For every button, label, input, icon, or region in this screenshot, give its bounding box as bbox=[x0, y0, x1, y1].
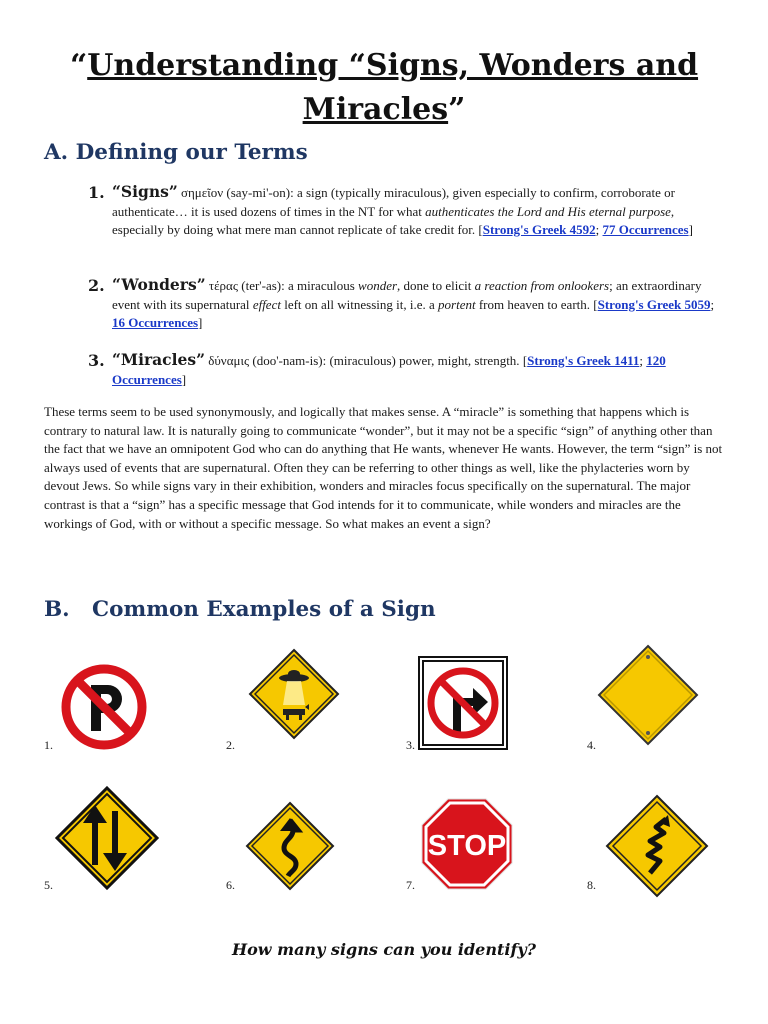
term-greek: δύναμις bbox=[208, 353, 250, 368]
strongs-greek-link[interactable]: Strong's Greek 4592 bbox=[482, 222, 596, 238]
term-number: 3. bbox=[88, 351, 105, 370]
occurrences-link[interactable]: 120 Occurrences bbox=[112, 353, 666, 387]
winding-road-sign-icon bbox=[244, 800, 336, 892]
term-number: 1. bbox=[88, 183, 105, 202]
term-greek: τέρας bbox=[208, 278, 238, 293]
term-pronunciation: (ter'-as): bbox=[241, 278, 285, 293]
occurrences-link[interactable]: 77 Occurrences bbox=[602, 222, 689, 238]
sign-label: 7. bbox=[406, 878, 415, 892]
section-b-heading: B. Common Examples of a Sign bbox=[44, 597, 436, 622]
sign-label: 5. bbox=[44, 878, 53, 892]
no-parking-sign-icon bbox=[60, 663, 148, 751]
stop-sign-icon bbox=[420, 797, 514, 891]
page-title: “Understanding “Signs, Wonders and Miracles” bbox=[69, 48, 699, 127]
term-word: “Signs” bbox=[112, 182, 178, 201]
strongs-greek-link[interactable]: Strong's Greek 1411 bbox=[527, 353, 640, 368]
body-paragraph: These terms seem to be used synonymously, and logically that makes sense. A “miracle” is something that happens which is contrary to natural law. It is naturally going to communicate “wonder”, but it may not be a specific “sign” of anything other than the fact that we have an omnipotent God who can do anything that He wants, whenever He wants. However, the term “sign” is not always used of events that are supernatural. Often they can be referring to other things as well, like the phylacteries worn by devout Jews. So while signs vary in their exhibition, wonders and miracles focus specifically on the supernatural. The major contrast is that a “sign” has a specific message that God intends for it to communicate, while wonders and miracles are the workings of God, with or without a specific message. So what makes an event a sign? bbox=[44, 404, 723, 531]
term-miracles: 3. “Miracles” δύναμις (doo'-nam-is): (miraculous) power, might, strength. [Strong's Greek 1411; 120 Occurrences] bbox=[88, 350, 666, 387]
blank-yellow-diamond-sign-icon bbox=[596, 643, 700, 747]
footer-question: How many signs can you identify? bbox=[232, 940, 536, 959]
term-pronunciation: (doo'-nam-is): bbox=[252, 353, 327, 368]
strongs-greek-link[interactable]: Strong's Greek 5059 bbox=[597, 296, 711, 312]
sign-label: 6. bbox=[226, 878, 235, 892]
sign-label: 1. bbox=[44, 738, 53, 752]
term-word: “Wonders” bbox=[112, 275, 206, 294]
sign-label: 4. bbox=[587, 738, 596, 752]
crazy-road-sign-icon bbox=[604, 793, 710, 899]
no-right-turn-sign-icon bbox=[418, 656, 508, 750]
stop-sign-text: STOP bbox=[427, 830, 507, 862]
sign-label: 3. bbox=[406, 738, 415, 752]
term-number: 2. bbox=[88, 276, 105, 295]
term-wonders: 2. “Wonders” τέρας (ter'-as): a miraculous wonder, done to elicit a reaction from onlookers; an extraordinary event with its supernatural effect left on all witnessing it, i.e. a portent from heaven to earth. [Strong's Greek 5059; 16 Occurrences] bbox=[88, 275, 715, 331]
term-signs: 1. “Signs” σημεῖον (say-mi'-on): a sign (typically miraculous), given especially to confirm, corroborate or authenticate… it is used dozens of times in the NT for what authenticates the Lord and His eternal purpose, especially by doing what mere man cannot replicate of take credit for. [Strong's Greek 4592; 77 Occurrences] bbox=[88, 182, 693, 238]
sign-label: 8. bbox=[587, 878, 596, 892]
sign-label: 2. bbox=[226, 738, 235, 752]
two-way-traffic-sign-icon bbox=[54, 785, 160, 891]
ufo-abduction-sign-icon bbox=[247, 647, 341, 741]
occurrences-link[interactable]: 16 Occurrences bbox=[112, 315, 199, 331]
term-greek: σημεῖον bbox=[181, 185, 224, 200]
section-a-heading: A. Defining our Terms bbox=[44, 140, 308, 165]
term-word: “Miracles” bbox=[112, 350, 205, 369]
term-pronunciation: (say-mi'-on): bbox=[226, 185, 294, 200]
